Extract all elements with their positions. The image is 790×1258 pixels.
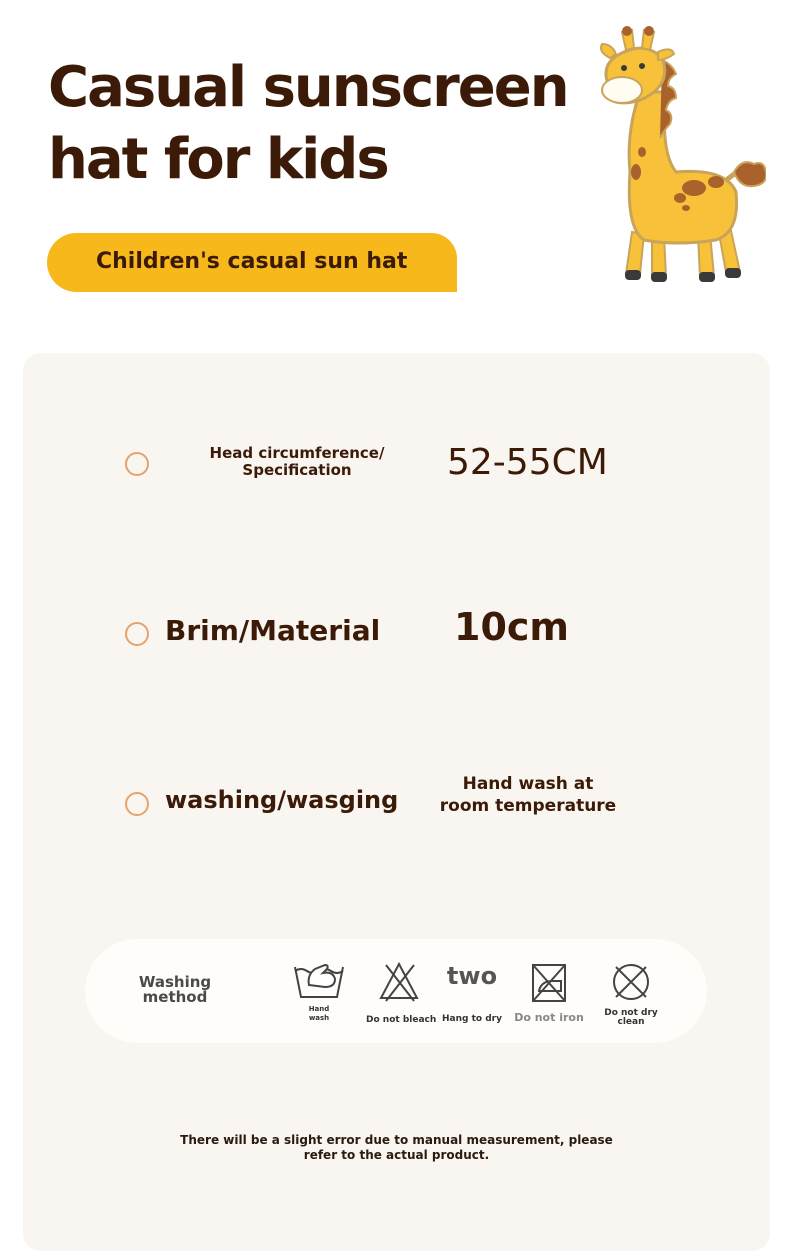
subtitle-pill bbox=[47, 233, 457, 292]
care-label: Do not bleach bbox=[366, 1015, 437, 1025]
care-item-do-not-dry-clean bbox=[599, 961, 663, 1027]
care-label bbox=[599, 1009, 663, 1027]
title-line-1: Casual sunscreen bbox=[48, 55, 568, 120]
care-label-line-1: Hand bbox=[308, 1005, 330, 1013]
hand-wash-icon bbox=[293, 961, 345, 1001]
bullet-circle-icon bbox=[125, 792, 149, 816]
care-label bbox=[289, 1005, 349, 1023]
spec-value-line-1: Hand wash at bbox=[462, 774, 594, 794]
washing-method-title bbox=[105, 975, 245, 1005]
subtitle-pill-text: Children's casual sun hat bbox=[96, 249, 408, 274]
care-label: Do not iron bbox=[514, 1011, 584, 1024]
bullet-circle-icon bbox=[125, 452, 149, 476]
care-item-hand-wash bbox=[289, 961, 349, 1023]
care-label-line-2: wash bbox=[308, 1014, 330, 1022]
measurement-note-line-2: refer to the actual product. bbox=[303, 1148, 490, 1162]
spec-label-line-2: Specification bbox=[242, 461, 352, 479]
care-item-hang-to-dry bbox=[439, 961, 505, 1024]
care-label: Hang to dry bbox=[442, 1014, 502, 1024]
spec-label: Brim/Material bbox=[165, 614, 381, 647]
bullet-circle-icon bbox=[125, 622, 149, 646]
spec-label bbox=[203, 445, 391, 479]
do-not-dry-clean-icon bbox=[610, 961, 652, 1003]
title-line-2: hat for kids bbox=[48, 127, 388, 192]
care-icon-text: two bbox=[446, 962, 498, 990]
care-item-do-not-bleach bbox=[366, 961, 437, 1025]
do-not-iron-icon bbox=[529, 961, 569, 1005]
care-label-line-1: Do not dry bbox=[604, 1008, 658, 1018]
care-label-line-2: clean bbox=[617, 1017, 645, 1027]
do-not-bleach-icon bbox=[378, 961, 420, 1003]
washing-method-title-line-2: method bbox=[142, 988, 208, 1006]
measurement-note-line-1: There will be a slight error due to manual measurement, please bbox=[180, 1133, 613, 1147]
spec-card bbox=[23, 353, 770, 1251]
spec-label: washing/wasging bbox=[165, 786, 399, 814]
spec-value: 10cm bbox=[454, 605, 570, 649]
spec-label-line-1: Head circumference/ bbox=[209, 444, 385, 462]
spec-value-line-2: room temperature bbox=[439, 796, 617, 816]
page-title bbox=[48, 52, 568, 196]
spec-value: 52-55CM bbox=[447, 442, 608, 483]
giraffe-illustration bbox=[596, 22, 766, 290]
care-item-do-not-iron bbox=[513, 961, 585, 1022]
washing-method-title-line-1: Washing bbox=[138, 973, 212, 991]
measurement-note bbox=[23, 1133, 770, 1163]
spec-value bbox=[438, 773, 618, 817]
